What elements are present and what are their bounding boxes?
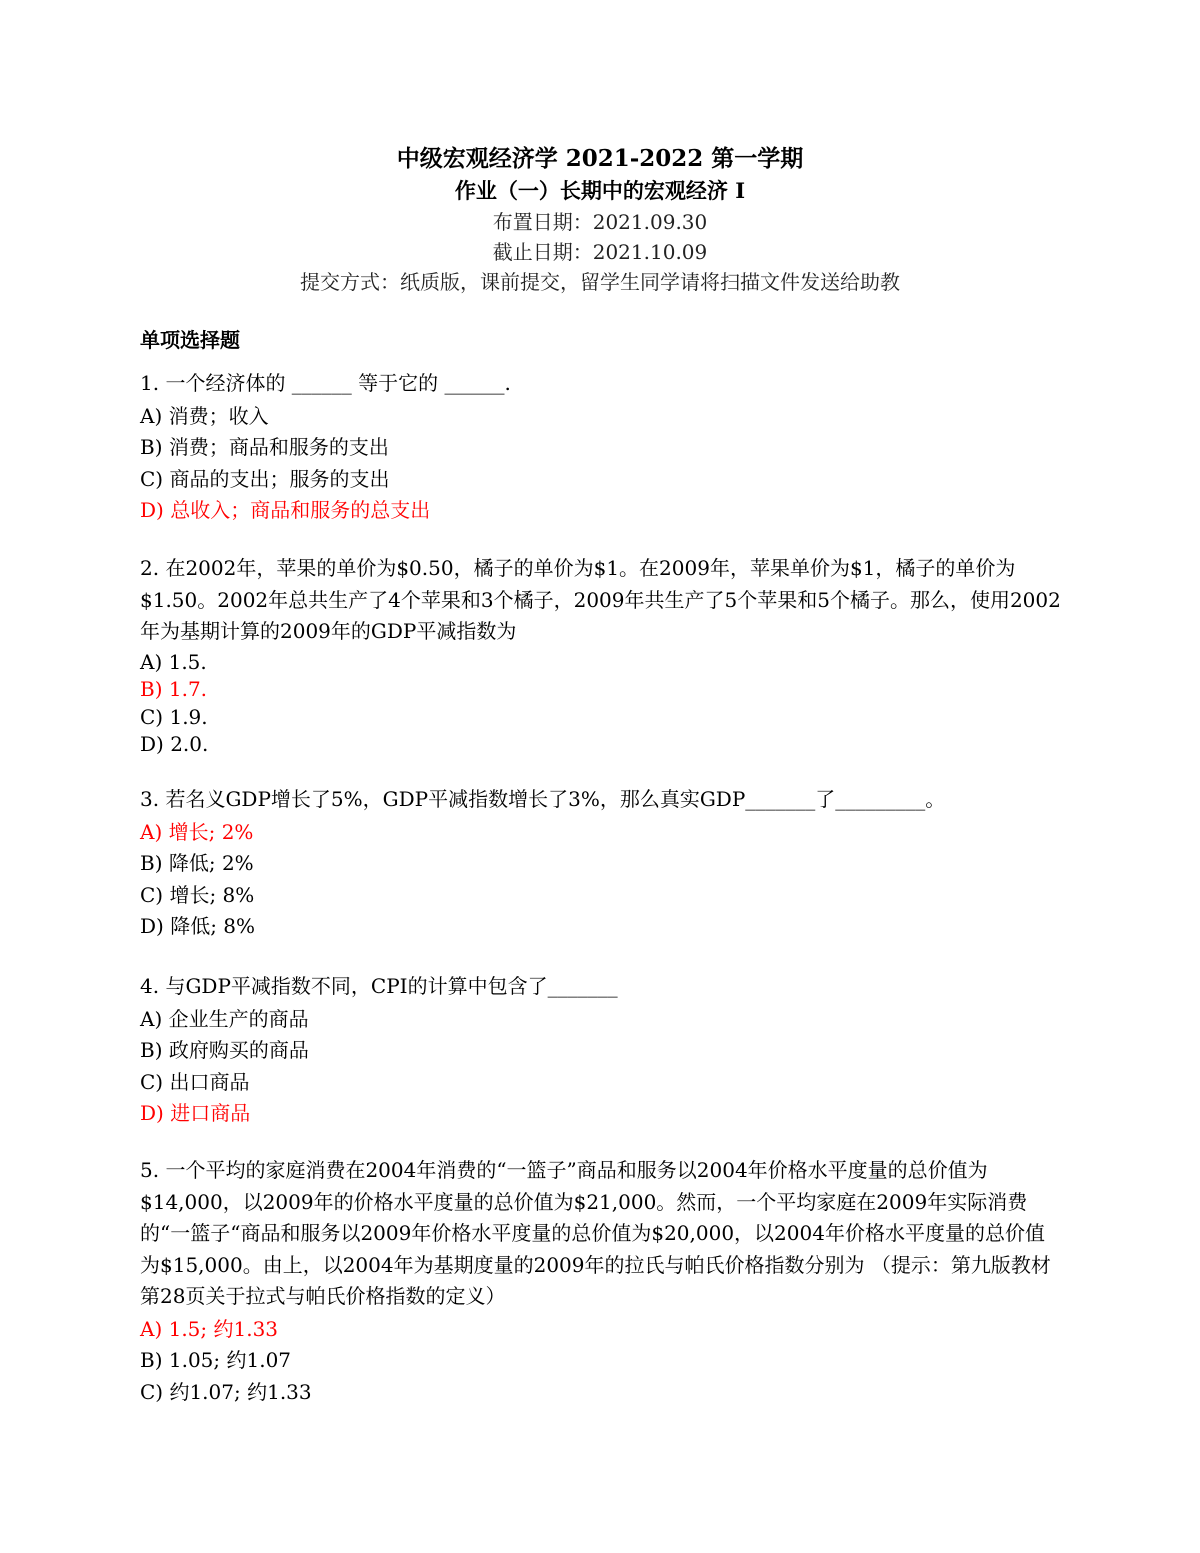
option-c: C) 商品的支出；服务的支出	[140, 466, 390, 491]
question-stem: 3. 若名义GDP增长了5%，GDP平减指数增长了3%，那么真实GDP_______了_________。	[140, 787, 946, 811]
option-c: C) 约1.07; 约1.33	[140, 1379, 312, 1404]
option-a: A) 消费；收入	[140, 403, 269, 428]
option-a-correct: A) 1.5; 约1.33	[140, 1316, 279, 1341]
question-4	[140, 971, 1070, 1130]
option-d-correct: D) 进口商品	[140, 1101, 251, 1125]
option-b: B) 政府购买的商品	[140, 1038, 309, 1062]
option-d: D) 2.0.	[140, 732, 209, 756]
question-stem: 5. 一个平均的家庭消费在2004年消费的“一篮子”商品和服务以2004年价格水平度量的总价值为$14,000，以2009年的价格水平度量的总价值为$21,000。然而，一个平均家庭在2009年实际消费的“一篮子“商品和服务以2009年价格水平度量的总价值为$20,000，以2004年价格水平度量的总价值为$15,000。由上，以2004年为基期度量的2009年的拉氏与帕氏价格指数分别为 （提示：第九版教材第28页关于拉式与帕氏价格指数的定义）	[140, 1158, 1051, 1308]
assign-date: 布置日期：2021.09.30	[492, 210, 708, 234]
option-b: B) 降低; 2%	[140, 851, 254, 875]
option-a: A) 企业生产的商品	[140, 1006, 309, 1031]
question-3	[140, 784, 1070, 943]
question-stem: 1. 一个经济体的 ______ 等于它的 ______.	[140, 371, 511, 395]
question-stem: 2. 在2002年，苹果的单价为$0.50，橘子的单价为$1。在2009年，苹果单价为$1，橘子的单价为$1.50。2002年总共生产了4个苹果和3个橘子，2009年共生产了5个苹果和5个橘子。那么，使用2002年为基期计算的2009年的GDP平减指数为	[140, 556, 1061, 643]
option-c: C) 出口商品	[140, 1069, 250, 1094]
section-heading: 单项选择题	[140, 328, 240, 352]
option-a-correct: A) 增长; 2%	[140, 819, 254, 844]
question-2	[140, 553, 1065, 759]
course-title: 中级宏观经济学 2021-2022 第一学期	[396, 145, 804, 172]
option-b: B) 消费；商品和服务的支出	[140, 435, 389, 459]
document-header	[0, 143, 1200, 297]
option-b: B) 1.05; 约1.07	[140, 1348, 292, 1372]
assignment-title: 作业（一）长期中的宏观经济 I	[454, 178, 746, 203]
submission-method: 提交方式：纸质版，课前提交，留学生同学请将扫描文件发送给助教	[300, 270, 900, 294]
option-d: D) 降低; 8%	[140, 914, 256, 938]
due-date: 截止日期：2021.10.09	[492, 240, 708, 264]
option-a: A) 1.5.	[140, 649, 207, 674]
option-d-correct: D) 总收入；商品和服务的总支出	[140, 498, 431, 522]
option-b-correct: B) 1.7.	[140, 677, 208, 701]
question-stem: 4. 与GDP平减指数不同，CPI的计算中包含了_______	[140, 974, 618, 998]
question-1	[140, 368, 1070, 527]
option-c: C) 增长; 8%	[140, 882, 255, 907]
question-5	[140, 1155, 1060, 1408]
option-c: C) 1.9.	[140, 704, 208, 729]
